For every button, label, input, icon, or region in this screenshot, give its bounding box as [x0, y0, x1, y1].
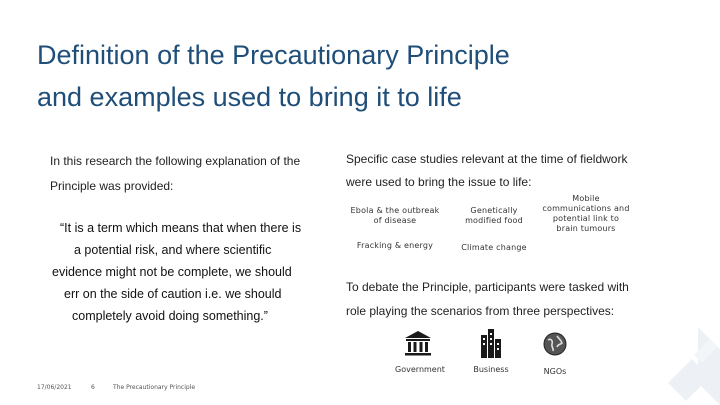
globe-icon [543, 332, 567, 356]
case-study-climate-line-1: Climate change [461, 243, 527, 252]
title-line-1: Definition of the Precautionary Principle [37, 40, 510, 70]
case-study-mobile-line-3: potential link to [552, 214, 620, 223]
case-study-ebola-line-2: of disease [373, 216, 417, 225]
case-study-fracking-line-1: Fracking & energy [356, 241, 434, 250]
case-study-mobile-comms [534, 194, 638, 234]
business-buildings-icon [480, 327, 502, 359]
government-building-icon [403, 330, 433, 356]
footer-date: 17/06/2021 [37, 384, 72, 391]
quote-line-3: evidence might not be complete, we should [52, 265, 292, 279]
cases-intro-line-2: were used to bring the issue to life: [346, 175, 532, 189]
quote-line-1: “It is a term which means that when there is [60, 221, 302, 235]
perspective-business-label: Business [473, 365, 509, 374]
quote-line-2: a potential risk, and where scientific [74, 243, 272, 257]
case-study-gm-food-line-1: Genetically [470, 206, 518, 215]
case-study-climate-change [448, 243, 540, 253]
case-study-fracking [340, 241, 450, 251]
case-study-gm-food-line-2: modified food [465, 216, 523, 225]
decorative-corner-shape [660, 325, 720, 405]
perspective-ngos-label: NGOs [543, 367, 567, 376]
case-study-ebola [340, 206, 450, 226]
case-study-mobile-line-4: brain tumours [556, 224, 616, 233]
case-study-mobile-line-2: communications and [542, 204, 630, 213]
footer-title: The Precautionary Principle [113, 384, 196, 391]
quote-line-4: err on the side of caution i.e. we should [64, 287, 282, 301]
case-study-gm-food [448, 206, 540, 226]
debate-intro-line-1: To debate the Principle, participants were tasked with [346, 280, 629, 294]
perspective-government-label: Government [395, 365, 445, 374]
intro-text-line-2: Principle was provided: [50, 179, 174, 193]
quote-line-5: completely avoid doing something.” [72, 309, 268, 323]
slide-title [37, 34, 697, 118]
case-study-ebola-line-1: Ebola & the outbreak [350, 206, 440, 215]
case-study-mobile-line-1: Mobile [572, 194, 600, 203]
intro-text-line-1: In this research the following explanation of the [50, 154, 301, 168]
title-line-2: and examples used to bring it to life [37, 82, 462, 112]
footer-page-number: 6 [91, 384, 95, 391]
debate-intro-line-2: role playing the scenarios from three perspectives: [346, 304, 615, 318]
cases-intro-line-1: Specific case studies relevant at the time of fieldwork [346, 152, 628, 166]
